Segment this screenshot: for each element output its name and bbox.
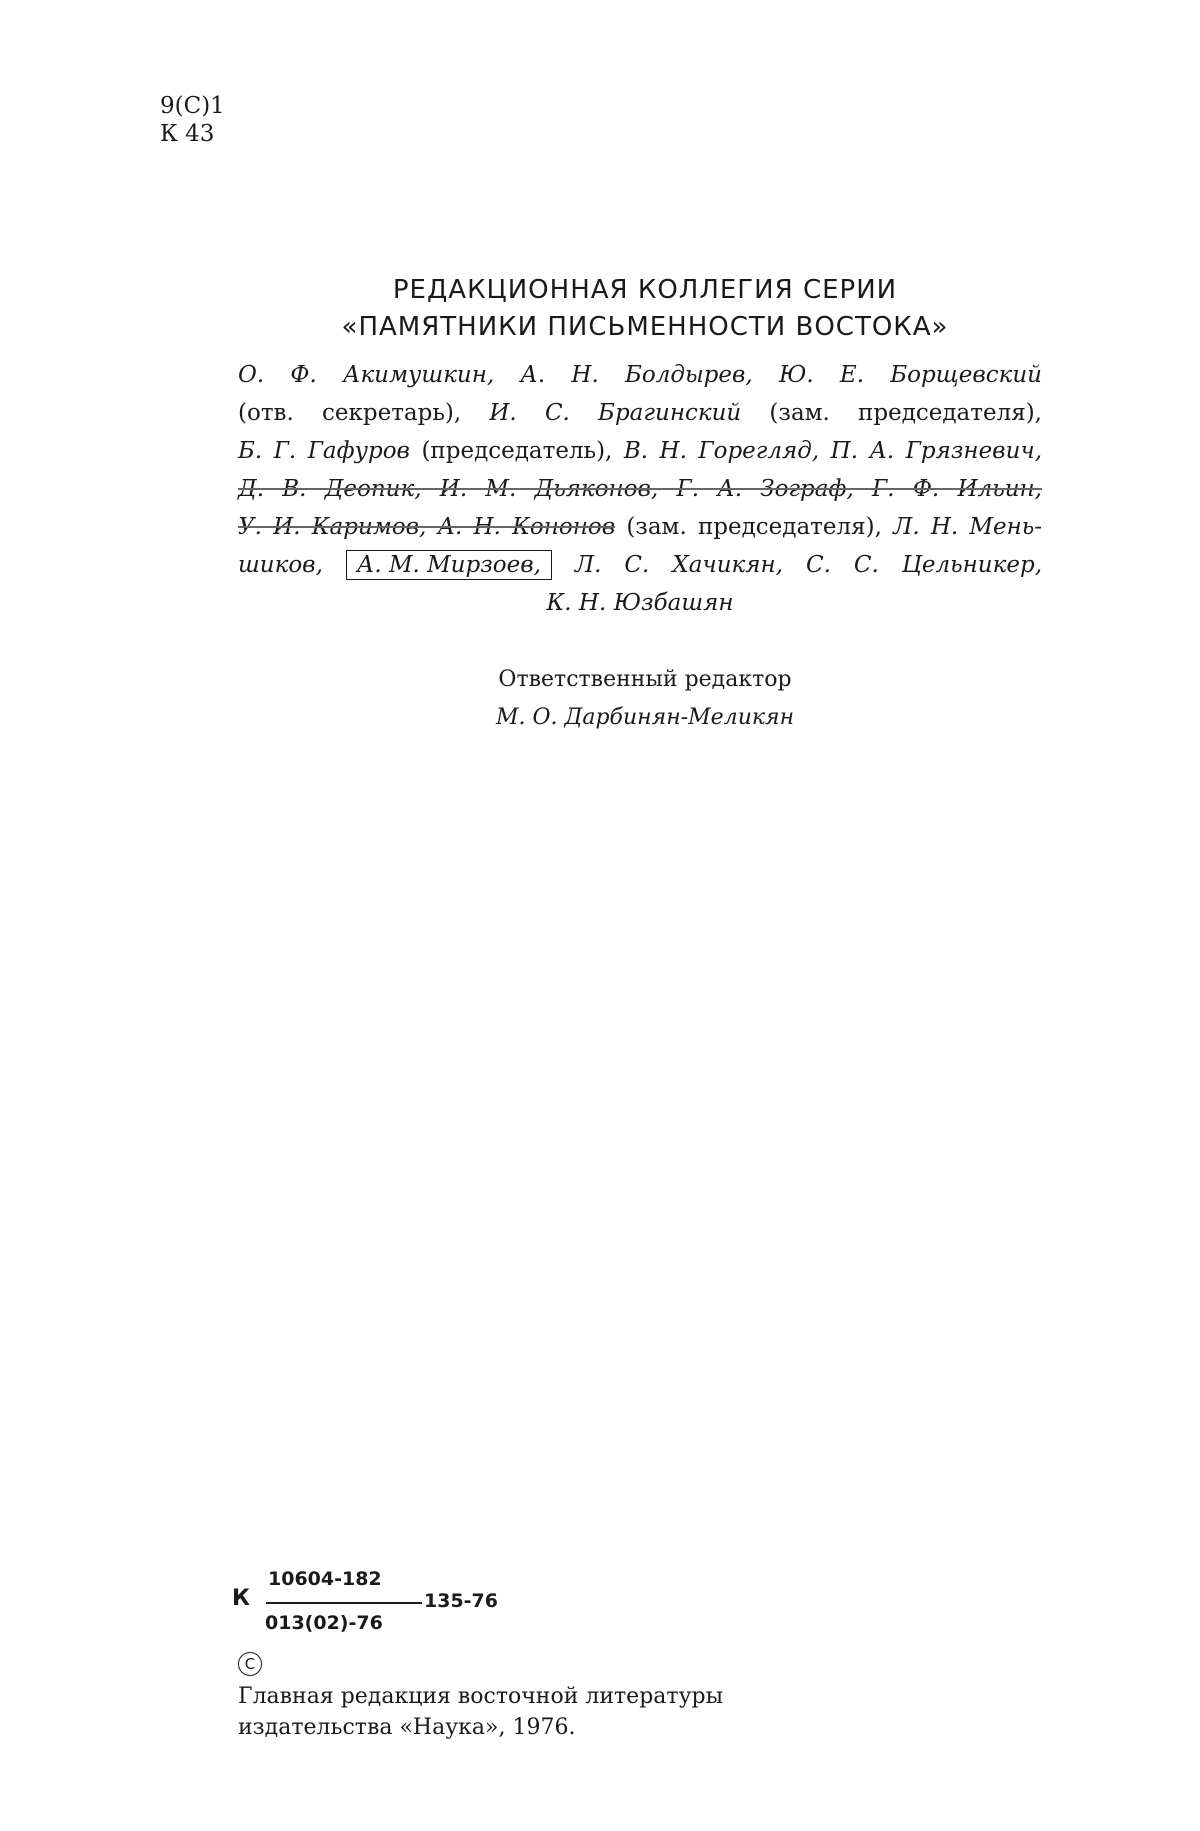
board-members — [238, 356, 1042, 622]
members-names-struck: Д. В. Деопик, И. М. Дьяконов, Г. А. Зограф, Г. Ф. Ильин, — [238, 476, 1042, 502]
members-role: (зам. председателя), — [769, 400, 1042, 426]
members-names: О. Ф. Акимушкин, А. Н. Болдырев, Ю. Е. Борщевский — [238, 362, 1042, 388]
members-names: шиков, — [238, 552, 323, 578]
responsible-editor — [250, 661, 1040, 737]
copyright-text — [238, 1681, 723, 1743]
members-line-2 — [238, 394, 1042, 432]
members-line-3 — [238, 432, 1042, 470]
members-role: (председатель), — [421, 438, 613, 464]
index-letter: К — [232, 1586, 250, 1611]
index-fraction-line — [266, 1602, 422, 1604]
index-denominator: 013(02)-76 — [265, 1612, 383, 1634]
members-names: Л. С. Хачикян, С. С. Цельникер, — [574, 552, 1043, 578]
index-right-code: 135-76 — [424, 1590, 498, 1612]
copyright-notice — [238, 1650, 723, 1743]
members-line-7 — [238, 584, 1042, 622]
catalog-index — [232, 1568, 552, 1648]
editor-label: Ответственный редактор — [498, 667, 792, 692]
classification-line-2: К 43 — [160, 121, 215, 147]
members-names: Б. Г. Гафуров — [238, 438, 410, 464]
members-names-struck: У. И. Каримов, А. Н. Кононов — [238, 514, 616, 540]
classification-line-1: 9(С)1 — [160, 93, 225, 119]
editor-name: М. О. Дарбинян-Меликян — [495, 705, 795, 730]
members-role: (зам. председателя), — [626, 514, 882, 540]
board-title-line-1: РЕДАКЦИОННАЯ КОЛЛЕГИЯ СЕРИИ — [392, 275, 898, 305]
members-names: В. Н. Горегляд, П. А. Грязневич, — [623, 438, 1043, 464]
members-role: (отв. секретарь), — [238, 400, 462, 426]
board-title-line-2: «ПАМЯТНИКИ ПИСЬМЕННОСТИ ВОСТОКА» — [341, 312, 949, 342]
members-line-6 — [238, 546, 1042, 584]
members-names: Л. Н. Мень- — [893, 514, 1043, 540]
copyright-line-1: Главная редакция восточной литературы — [238, 1684, 724, 1709]
members-line-5 — [238, 508, 1042, 546]
members-names: И. С. Брагинский — [489, 400, 742, 426]
index-numerator: 10604-182 — [268, 1568, 382, 1590]
copyright-line-2: издательства «Наука», 1976. — [238, 1715, 576, 1740]
copyright-icon: С — [238, 1652, 262, 1676]
members-names: К. Н. Юзбашян — [546, 590, 734, 616]
members-line-1 — [238, 356, 1042, 394]
editorial-board-title — [250, 272, 1040, 346]
classification-code — [160, 92, 225, 148]
members-line-4 — [238, 470, 1042, 508]
boxed-name-memorial: А. М. Мирзоев, — [346, 550, 552, 580]
